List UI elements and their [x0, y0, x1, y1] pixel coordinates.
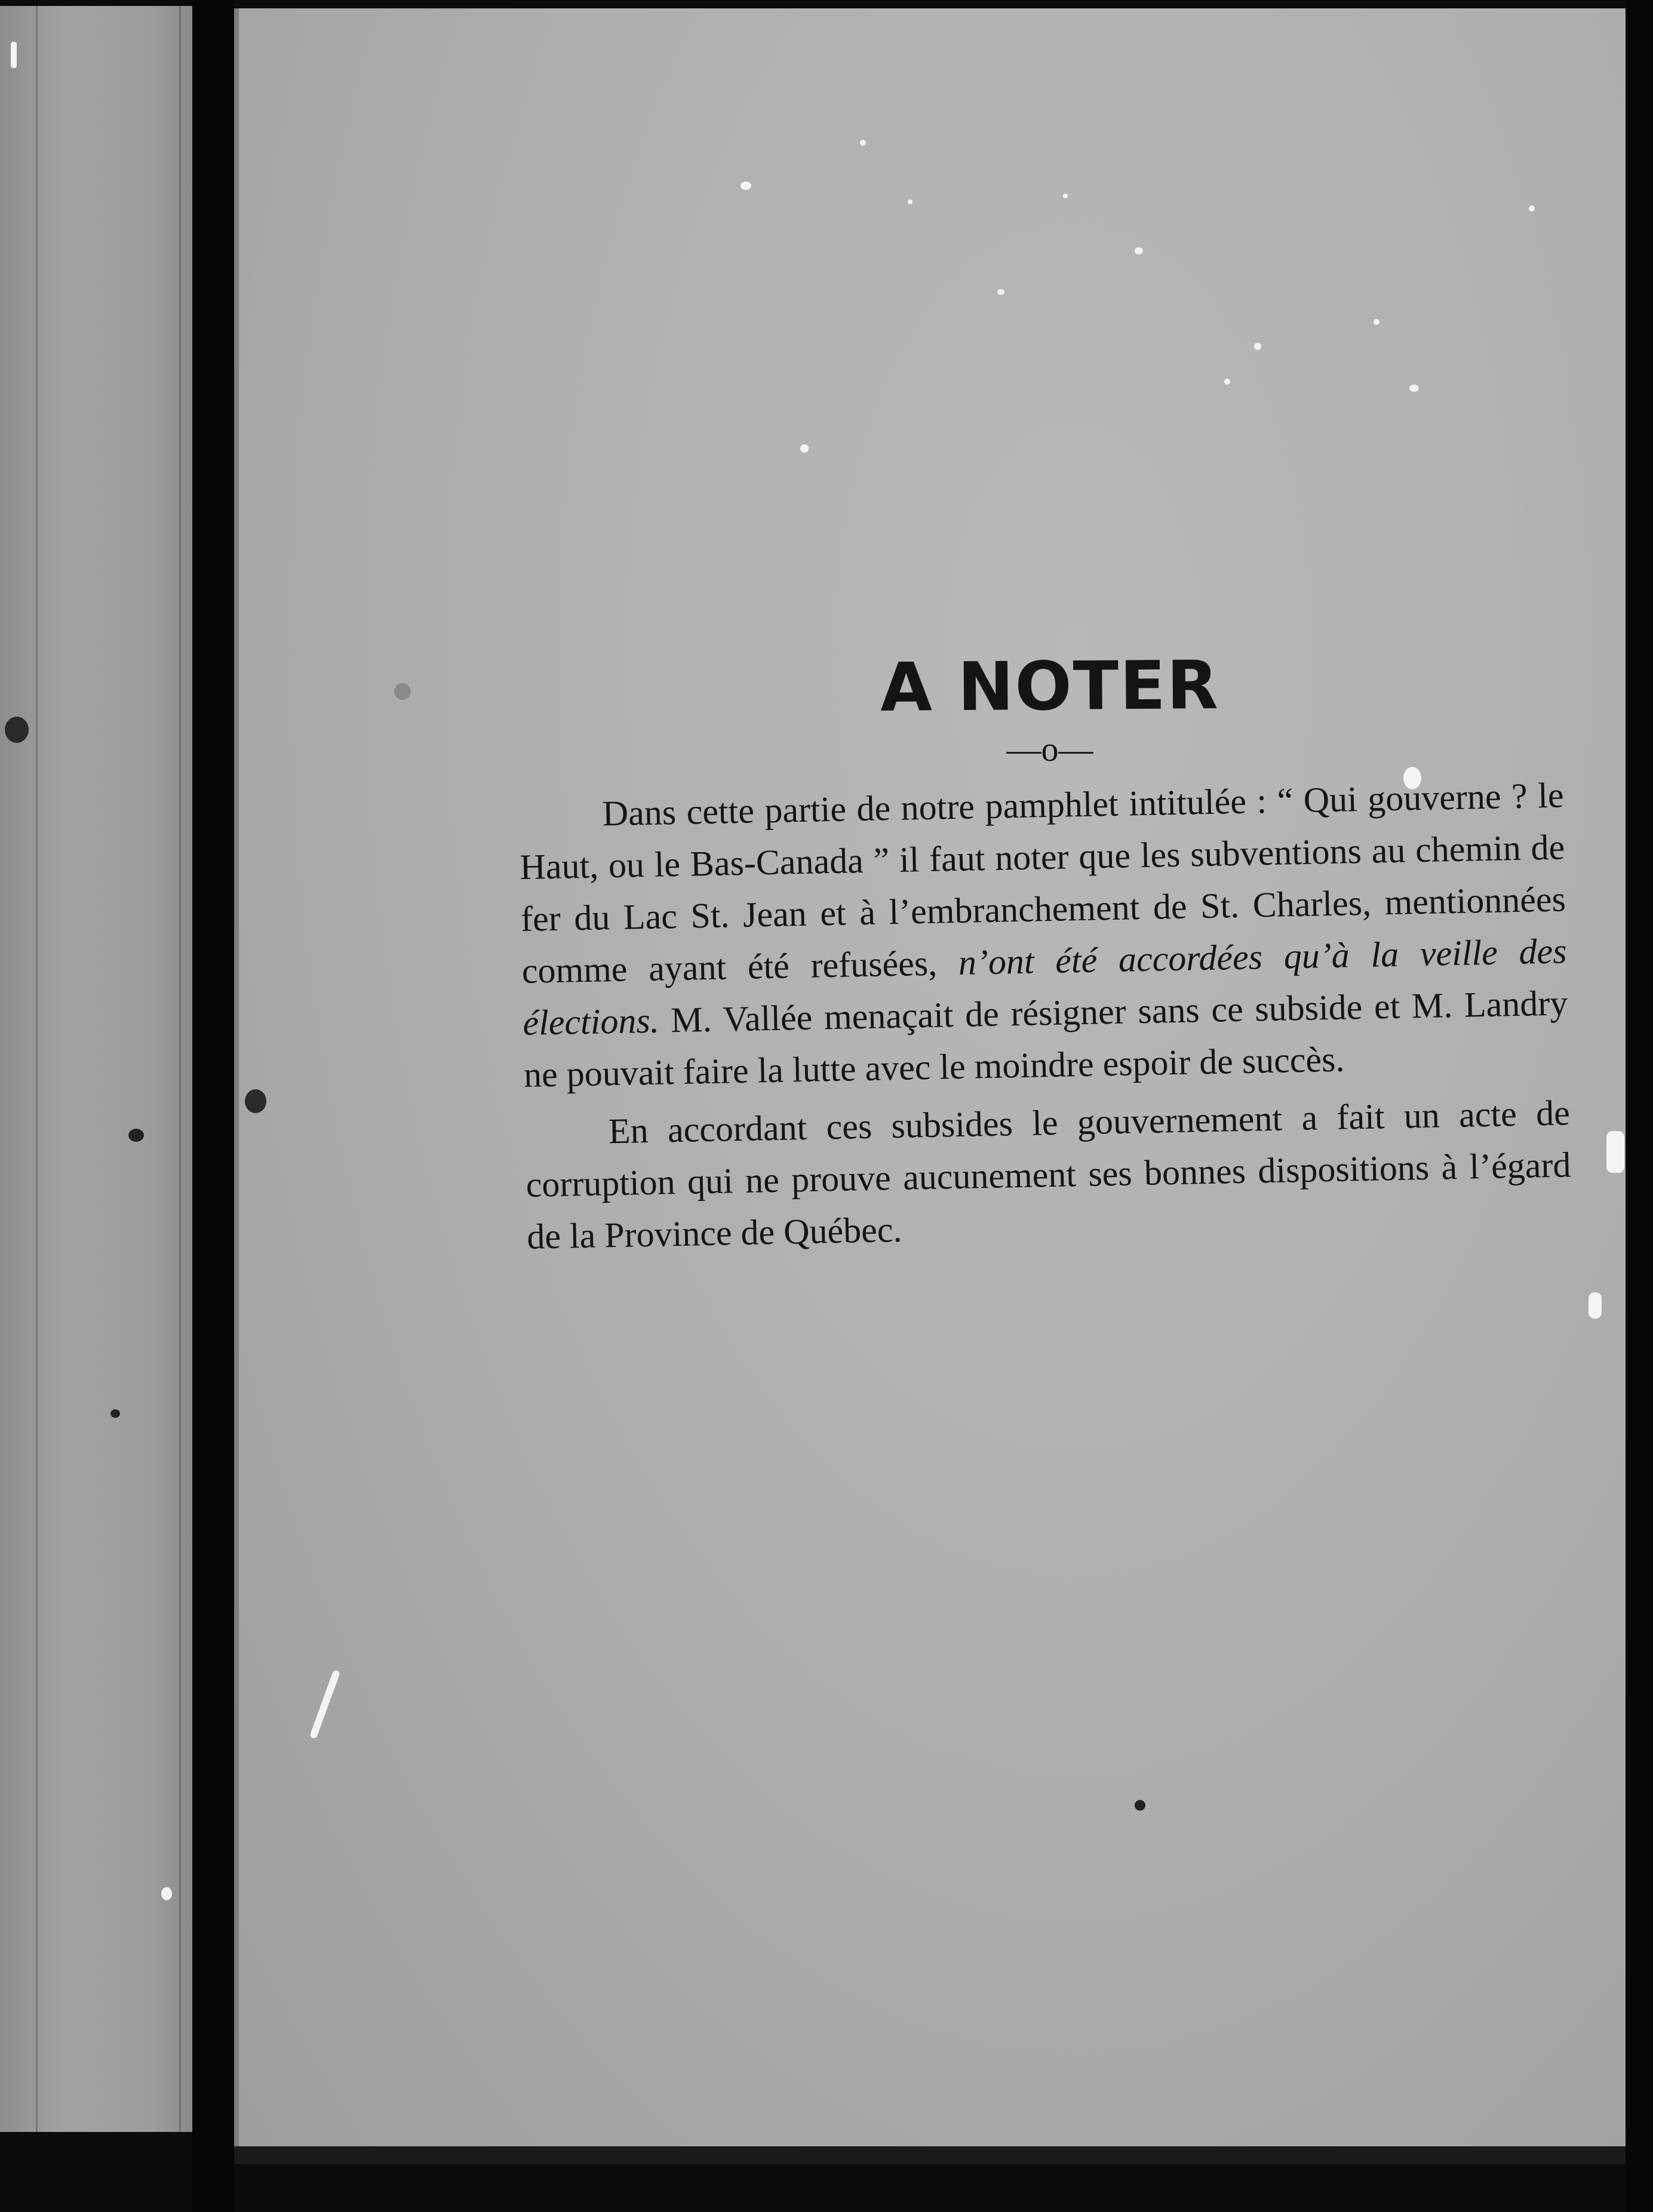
paper-blemish	[1135, 1800, 1145, 1811]
paper-speck	[1063, 193, 1068, 198]
paper-speck	[741, 182, 751, 190]
fold-line	[36, 6, 38, 2132]
paper-speck	[161, 1887, 172, 1900]
paper-speck	[1589, 1292, 1602, 1319]
binding-hole	[245, 1089, 266, 1113]
paragraph-1-emphasis: n’ont été accordées qu’à la veille des élections.	[522, 931, 1568, 1043]
paper-stain	[5, 717, 29, 743]
paper-speck	[800, 444, 809, 453]
paper-speck	[1224, 379, 1230, 385]
paragraph-1-continuation: M. Vallée menaçait de résigner sans ce subside et M. Landry ne pouvait faire la lutte avec le moindre espoir de succès.	[523, 983, 1568, 1095]
page-bottom-edge	[234, 2146, 1626, 2164]
paper-speck	[1606, 1131, 1624, 1173]
paper-speck	[908, 199, 912, 204]
paper-speck	[1374, 319, 1379, 325]
title-ornament: —o—	[1006, 730, 1093, 769]
scan-border-right	[1626, 0, 1653, 2212]
paragraph-1	[518, 769, 1569, 1101]
paragraph-2: En accordant ces subsides le gouvernement a fait un acte de corruption qui ne prouve aucunement ses bonnes dispositions à l’égard de la Province de Québec.	[526, 1093, 1572, 1256]
fold-line	[179, 6, 181, 2132]
paper-speck	[1254, 343, 1261, 350]
paper-stain	[394, 683, 411, 700]
paper-speck	[1409, 385, 1419, 392]
book-gutter	[192, 0, 234, 2212]
paper-speck	[1135, 247, 1143, 254]
facing-page-left	[0, 6, 192, 2132]
paper-speck	[997, 289, 1004, 295]
paper-speck	[11, 42, 17, 68]
body-text	[518, 769, 1572, 1262]
page-title: A NOTER	[880, 646, 1220, 727]
paper-blemish	[110, 1409, 120, 1418]
paper-blemish	[128, 1129, 144, 1142]
paper-scratch	[309, 1670, 340, 1740]
paragraph-1-text: Dans cette partie de notre pamphlet intitulée : “ Qui gouverne ? le Haut, ou le Bas-Canada ” il faut noter que les subventions au chemin de fer du Lac St. Jean et à l’embranchement de St. Charles, mentionnées comme ayant été refusées,	[519, 775, 1566, 991]
paper-speck	[1529, 205, 1535, 211]
paper-speck	[860, 140, 866, 146]
notice-content	[518, 646, 1572, 1263]
